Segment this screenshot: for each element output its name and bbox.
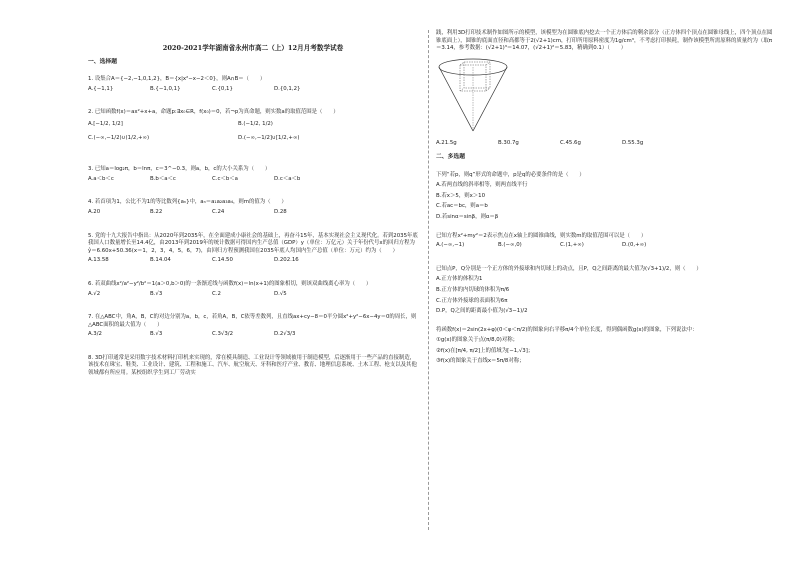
option-b: B.14.04: [150, 257, 171, 264]
left-column: [88, 30, 418, 380]
option-d: D.P，Q之间的距离最小值为(√3−1)/2: [436, 308, 528, 315]
question-stem: 8. 3D打印通常是采用数字技术材料打印机来实现的，常在模具制造、工业设计等领域被用于制造模型，后逐渐用于一些产品的直接制造，该技术在珠宝、鞋类、工业设计、建筑、工程和施工、汽车、航空航天、牙科和医疗产业、教育、地理信息系统、土木工程、枪支以及其他领域都有所应用。某校组织学生到工厂劳动实: [88, 354, 417, 377]
statement-2: ②f(x)在[π/4, π/2]上的值域为[−1,√3]；: [436, 347, 534, 354]
question-stem: 1. 设集合A＝{−2,−1,0,1,2}，B＝{x|x²−x−2＜0}，则A∩B＝（ ）: [88, 76, 266, 83]
option-c: C.24: [212, 208, 225, 215]
option-c: C.45.6g: [560, 140, 581, 147]
exam-title: 2020-2021学年湖南省永州市高二（上）12月月考数学试卷: [162, 44, 344, 52]
options-row: [88, 176, 418, 184]
option-b: B.√3: [150, 290, 163, 297]
option-c: C.若ac＝bc，则a＝b: [436, 203, 488, 210]
question-12: [436, 327, 776, 366]
question-stem: 5. 党的十九大报告中指出：从2020年到2035年，在全面建成小康社会的基础上，再奋斗15年，基本实现社会主义现代化。若到2035年底我国人口数量增长至14.4亿，由2013年到2019年的统计数据可得国内生产总值（GDP）y（单位：万亿元）关于年份代号x的回归方程为ŷ＝6.60x+50.36(x＝1，2，3，4，5，6，7)，由回归方程预测我国在2035年底人均国内生产总值（单位：万元）约为（ ）: [88, 232, 418, 254]
option-b: B.(−1/2, 1/2): [238, 120, 273, 127]
option-d: D.√5: [274, 290, 287, 297]
option-a: A.{−1,1}: [88, 85, 114, 92]
question-1: [88, 76, 418, 93]
option-c: C.正方体外接球的表面积为6π: [436, 297, 508, 304]
question-8-options: [436, 140, 776, 148]
question-5: [88, 233, 418, 265]
question-4: [88, 199, 418, 216]
option-c: C.(−∞,−1/2)∪(1/2,+∞): [88, 134, 150, 141]
cone-with-cube-figure: [436, 57, 510, 135]
question-stem: 4. 若首项为1，公比不为1的等比数列{aₙ}中，aₙ＝a₁a₂a₃a₄，则m的值为（ ）: [88, 199, 287, 206]
question-7: [88, 314, 418, 339]
option-a: A.若两直线的斜率相等，则两直线平行: [436, 182, 528, 189]
question-9: [436, 172, 776, 222]
option-d: D.2√3/3: [274, 331, 296, 338]
question-11: [436, 266, 776, 316]
option-d: D.55.3g: [622, 140, 644, 147]
question-6: [88, 281, 418, 298]
option-c: C.2: [212, 290, 221, 297]
options-row: [88, 86, 418, 94]
option-b: B.22: [150, 208, 163, 215]
question-stem: 下列“若p，则q”形式的命题中，p是q的必要条件的是（ ）: [436, 171, 585, 178]
option-d: D.c＜a＜b: [274, 175, 301, 182]
option-b: B.(−∞,0): [498, 242, 522, 249]
options-row: [88, 209, 418, 217]
column-divider: [428, 30, 429, 530]
option-d: D.28: [274, 208, 287, 215]
statement-1: ①g(x)的图象关于点(π/8,0)对称；: [436, 337, 519, 344]
question-stem: 已知点P，Q分别是一个正方体的外接球和内切球上的动点，且P，Q之间距离的最大值为(√3+1)/2，则（ ）: [436, 265, 702, 272]
option-a: A.(−∞,−1): [436, 242, 465, 249]
cone-figure: [436, 57, 776, 139]
question-8: [88, 355, 418, 378]
option-c: C.{0,1}: [212, 85, 233, 92]
option-c: C.14.50: [212, 257, 233, 264]
question-2: [88, 109, 418, 142]
option-d: D.202.16: [274, 257, 299, 264]
option-a: A.a＜b＜c: [88, 175, 114, 182]
statement-3: ③f(x)的图象关于直线x＝5π/8对称；: [436, 358, 525, 365]
options-row: [88, 291, 418, 299]
section-choice-heading: 一、选择题: [88, 58, 117, 65]
option-d: D.(−∞,−1/2]∪[1/2,+∞): [238, 134, 300, 141]
options-row: [88, 331, 418, 339]
option-d: D.若sinα＝sinβ，则α＝β: [436, 213, 499, 220]
question-stem: 2. 已知函数f(x)＝ax²+x+a，命题p:∃x₀∈R，f(x₀)＝0，若¬p为真命题，则实数a的取值范围是（ ）: [88, 109, 339, 116]
option-d: D.(0,+∞): [622, 242, 647, 249]
question-10: [436, 233, 776, 250]
option-b: B.正方体的内切球的体积为π/6: [436, 286, 510, 293]
question-stem: 已知方程x²+my²＝2表示焦点在x轴上的圆锥曲线，则实数m的取值范围可以是（ ）: [436, 232, 647, 239]
option-c: C.3√3/2: [212, 331, 234, 338]
option-b: B.{−1,0,1}: [150, 85, 181, 92]
option-a: A.3/2: [88, 331, 102, 338]
question-stem: 7. 在△ABC中，角A，B，C的对边分别为a，b，c，若角A，B，C依等差数列，且直线ax+cy−8＝0平分圆x²+y²−6x−4y＝0的周长，则△ABC面积的最大值为（ ）: [88, 314, 417, 328]
options-row: [436, 242, 776, 250]
option-b: B.b＜a＜c: [150, 175, 176, 182]
question-3: [88, 166, 418, 183]
option-b: B.若x＞5，则x＞10: [436, 192, 486, 199]
question-stem: 将函数f(x)＝2sin(2x+φ)(0＜φ＜π/2)的图象向右平移π/4个单位长度，得到偶函数g(x)的图象，下列说法中：: [436, 326, 698, 333]
option-b: B.30.7g: [498, 140, 519, 147]
option-a: A.[−1/2, 1/2]: [88, 120, 123, 127]
option-b: B.√3: [150, 331, 163, 338]
option-a: A.13.58: [88, 257, 109, 264]
section-multi-choice-heading: 二、多选题: [436, 153, 465, 160]
option-c: C.(1,+∞): [560, 242, 584, 249]
options-grid: [88, 121, 418, 142]
option-d: D.{0,1,2}: [274, 85, 301, 92]
question-8-continued: 践，利用3D打印技术制作如图所示的模型，该模型为在圆锥底内挖去一个正方体后的剩余部分（正方体四个顶点在圆锥母线上，四个顶点在圆锥底面上），圆锥的底面直径和高都等于2(√2+1)cm，打印所用原料密度为1g/cm³，不考虑打印损耗，制作该模型所需原料的质量约为（取π＝3.14，参考数据：(√2+1)³＝14.07，(√2+1)²＝5.83，精确到0.1）（ ）: [436, 30, 773, 52]
right-column: [436, 30, 776, 366]
option-a: A.20: [88, 208, 101, 215]
options-row: [88, 257, 418, 265]
question-stem: 6. 若双曲线x²/a²−y²/b²＝1(a＞0,b＞0)的一条渐近线与函数f(x)＝ln(x+1)的图象相切，则该双曲线离心率为（ ）: [88, 280, 372, 287]
option-a: A.正方体的体积为1: [436, 276, 483, 283]
option-c: C.c＜b＜a: [212, 175, 238, 182]
question-stem: 3. 已知a＝log₂π，b＝lnπ，c＝3^−0.3，则a，b，c的大小关系为（ ）: [88, 166, 271, 173]
option-a: A.21.5g: [436, 140, 457, 147]
option-a: A.√2: [88, 290, 101, 297]
